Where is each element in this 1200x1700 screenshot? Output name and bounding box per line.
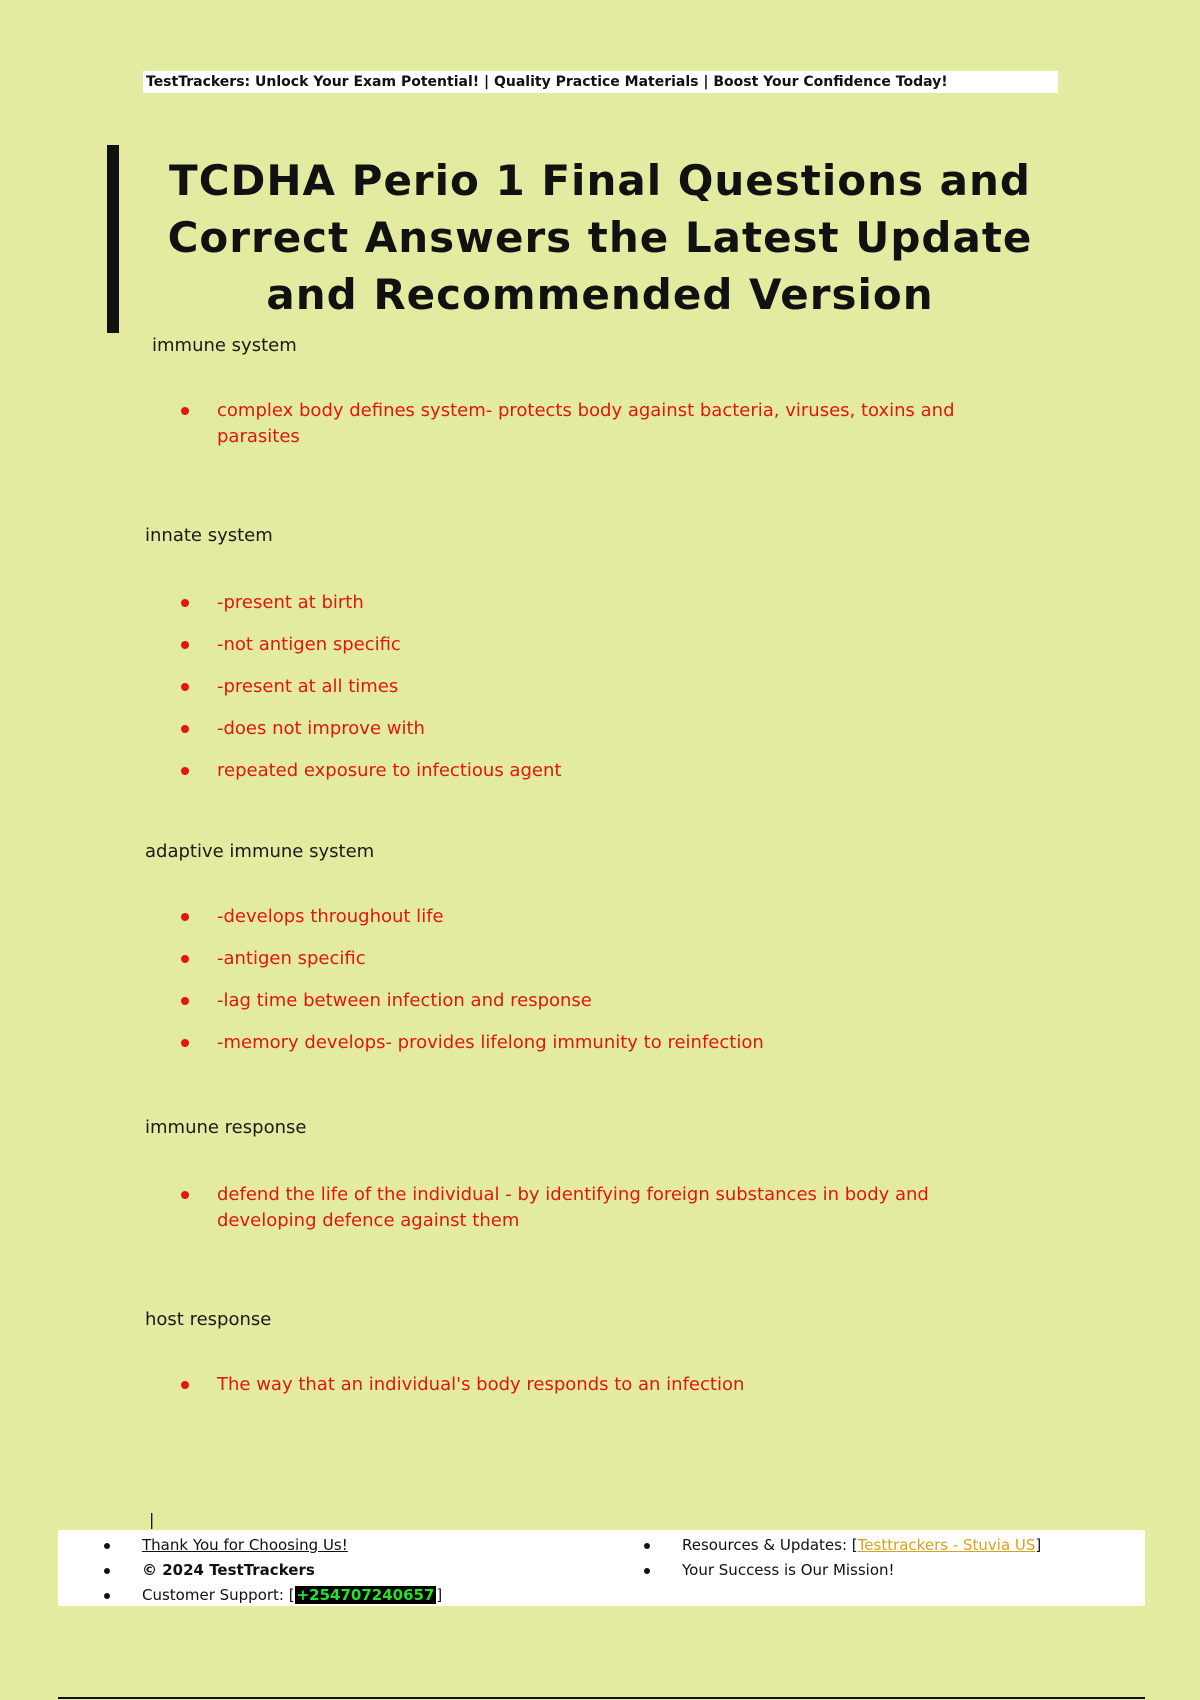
bullet-icon bbox=[644, 1543, 650, 1549]
bullet-icon bbox=[181, 767, 189, 775]
bullet-icon bbox=[181, 725, 189, 733]
resources-link[interactable]: Testtrackers - Stuvia US bbox=[857, 1536, 1036, 1554]
text-cursor: | bbox=[149, 1510, 155, 1529]
answer-item: -does not improve with bbox=[181, 716, 1011, 742]
footer-resources: Resources & Updates: [Testtrackers - Stuvia US] bbox=[644, 1533, 1041, 1558]
qa-block bbox=[145, 522, 1045, 784]
answer-item: -present at all times bbox=[181, 674, 1011, 700]
answer-list bbox=[181, 590, 1045, 784]
answer-item: -not antigen specific bbox=[181, 632, 1011, 658]
footer-support: Customer Support: [ +254707240657 ] bbox=[104, 1583, 442, 1608]
answer-item: repeated exposure to infectious agent bbox=[181, 758, 1011, 784]
answer-item: -antigen specific bbox=[181, 946, 1011, 972]
question-term: host response bbox=[145, 1309, 272, 1330]
answer-item: -lag time between infection and response bbox=[181, 988, 1011, 1014]
bullet-icon bbox=[181, 1039, 189, 1047]
answer-item: complex body defines system- protects body against bacteria, viruses, toxins and parasites bbox=[181, 398, 1011, 450]
question-term: adaptive immune system bbox=[145, 841, 375, 862]
answer-list bbox=[181, 398, 1045, 450]
footer-mission: Your Success is Our Mission! bbox=[644, 1558, 1041, 1583]
footer-right-list bbox=[644, 1533, 1041, 1583]
bullet-icon bbox=[181, 683, 189, 691]
bullet-icon bbox=[181, 913, 189, 921]
bullet-icon bbox=[181, 641, 189, 649]
title-accent-bar bbox=[107, 145, 119, 333]
footer bbox=[58, 1530, 1145, 1606]
answer-item: defend the life of the individual - by identifying foreign substances in body and developing defence against them bbox=[181, 1182, 1011, 1234]
qa-block bbox=[145, 1306, 1045, 1398]
answer-list bbox=[181, 1182, 1045, 1234]
question-term: innate system bbox=[145, 525, 273, 546]
answer-item: The way that an individual's body responds to an infection bbox=[181, 1372, 1011, 1398]
bullet-icon bbox=[181, 1381, 189, 1389]
bullet-icon bbox=[181, 407, 189, 415]
bullet-icon bbox=[104, 1568, 110, 1574]
footer-left-list bbox=[104, 1533, 442, 1608]
qa-block bbox=[145, 332, 1045, 450]
bullet-icon bbox=[644, 1568, 650, 1574]
question-term: immune response bbox=[145, 1117, 307, 1138]
answer-list bbox=[181, 1372, 1045, 1398]
qa-block bbox=[145, 838, 1045, 1056]
bullet-icon bbox=[181, 997, 189, 1005]
bullet-icon bbox=[181, 1191, 189, 1199]
footer-thanks: Thank You for Choosing Us! bbox=[104, 1533, 442, 1558]
document-title: TCDHA Perio 1 Final Questions and Correct Answers the Latest Update and Recommended Version bbox=[167, 156, 1033, 319]
bullet-icon bbox=[104, 1593, 110, 1599]
bottom-divider bbox=[58, 1697, 1145, 1699]
answer-list bbox=[181, 904, 1045, 1056]
answer-item: -present at birth bbox=[181, 590, 1011, 616]
bullet-icon bbox=[104, 1543, 110, 1549]
bullet-icon bbox=[181, 599, 189, 607]
qa-content bbox=[145, 332, 1045, 1414]
answer-item: -memory develops- provides lifelong immunity to reinfection bbox=[181, 1030, 1011, 1056]
qa-block bbox=[145, 1114, 1045, 1234]
question-term: immune system bbox=[152, 335, 297, 356]
answer-item: -develops throughout life bbox=[181, 904, 1011, 930]
header-banner: TestTrackers: Unlock Your Exam Potential! | Quality Practice Materials | Boost Your Confidence Today! bbox=[143, 71, 1058, 93]
footer-copyright: © 2024 TestTrackers bbox=[104, 1558, 442, 1583]
support-phone-link[interactable]: +254707240657 bbox=[296, 1586, 435, 1604]
bullet-icon bbox=[181, 955, 189, 963]
